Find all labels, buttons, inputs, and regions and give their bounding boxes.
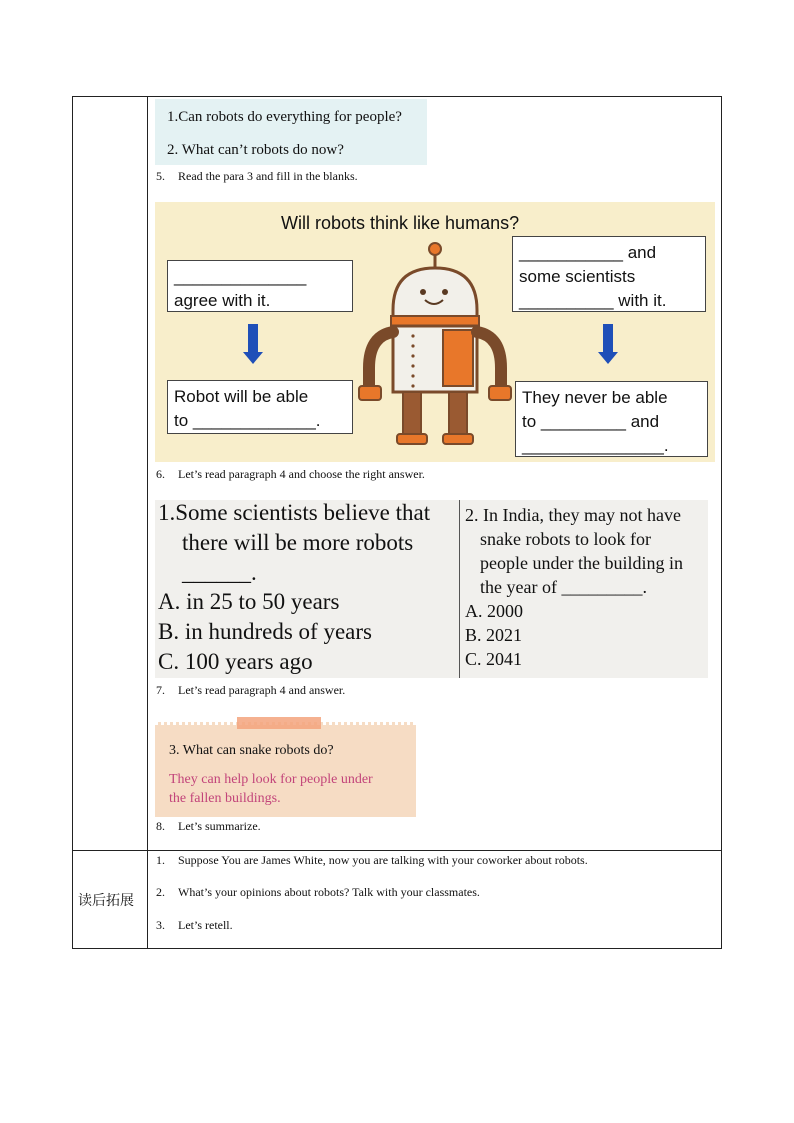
questions-card	[155, 99, 427, 165]
step-8-number: 8.	[156, 819, 165, 833]
question-2: 2. What can’t robots do now?	[167, 142, 344, 158]
table-row-divider	[72, 850, 722, 851]
extension-2-text: What’s your opinions about robots? Talk with your classmates.	[178, 885, 480, 899]
choice-2-option-c: C. 2041	[465, 649, 523, 669]
arrow-down-left-icon	[248, 324, 258, 354]
choice-panel-divider	[459, 500, 460, 678]
table-border-right	[721, 96, 722, 949]
extension-3-number: 3.	[156, 918, 165, 932]
table-border-top	[72, 96, 722, 97]
choice-1-option-b: B. in hundreds of years	[158, 619, 372, 644]
choice-2-option-b: B. 2021	[465, 625, 523, 645]
snake-answer-line1: They can help look for people under	[169, 772, 373, 787]
table-border-bottom	[72, 948, 722, 949]
question-1: 1.Can robots do everything for people?	[167, 109, 402, 125]
box-top-left-line1: ______________	[174, 267, 307, 286]
choice-2-stem-line3: people under the building in	[480, 553, 683, 573]
choice-1-option-a: A. in 25 to 50 years	[158, 589, 340, 614]
step-5-text: Read the para 3 and fill in the blanks.	[178, 169, 358, 183]
table-border-left	[72, 96, 73, 949]
choice-1-stem-line3: ______.	[182, 560, 257, 585]
box-bottom-right-line3: _______________.	[522, 436, 669, 455]
robot-figure	[155, 202, 715, 462]
left-cell-label: 读后拓展	[78, 893, 134, 909]
step-7-number: 7.	[156, 683, 165, 697]
box-top-left	[167, 260, 353, 312]
choice-2-stem-line2: snake robots to look for	[480, 529, 651, 549]
snake-answer-line2: the fallen buildings.	[169, 791, 281, 806]
step-6-number: 6.	[156, 467, 165, 481]
choice-2-option-a: A. 2000	[465, 601, 523, 621]
arrow-down-right-icon	[603, 324, 613, 354]
choice-1-stem-line1: 1.Some scientists believe that	[158, 500, 431, 525]
robot-illustration-icon	[355, 240, 515, 450]
extension-1-text: Suppose You are James White, now you are talking with your coworker about robots.	[178, 853, 588, 867]
choice-1-option-c: C. 100 years ago	[158, 649, 313, 674]
box-top-right	[512, 236, 706, 312]
box-top-right-line1: ___________ and	[519, 243, 657, 262]
box-top-right-line3: __________ with it.	[519, 291, 667, 310]
choice-2-stem-line1: 2. In India, they may not have	[465, 505, 681, 525]
box-bottom-right-line1: They never be able	[522, 388, 668, 407]
extension-2-number: 2.	[156, 885, 165, 899]
extension-1-number: 1.	[156, 853, 165, 867]
choice-2-stem-line4: the year of _________.	[480, 577, 647, 597]
box-top-left-line2: agree with it.	[174, 291, 271, 310]
snake-robot-card	[155, 722, 416, 817]
box-top-right-line2: some scientists	[519, 267, 636, 286]
step-5-number: 5.	[156, 169, 165, 183]
snake-question: 3. What can snake robots do?	[169, 743, 334, 758]
box-bottom-right	[515, 381, 708, 457]
extension-3-text: Let’s retell.	[178, 918, 233, 932]
box-bottom-left-line2: to _____________.	[174, 411, 321, 430]
card-tape	[237, 717, 321, 729]
box-bottom-left-line1: Robot will be able	[174, 387, 309, 406]
box-bottom-left	[167, 380, 353, 434]
step-7-text: Let’s read paragraph 4 and answer.	[178, 683, 346, 697]
step-8-text: Let’s summarize.	[178, 819, 261, 833]
choice-1-stem-line2: there will be more robots	[182, 530, 414, 555]
box-bottom-right-line2: to _________ and	[522, 412, 660, 431]
table-column-divider	[147, 96, 148, 949]
step-6-text: Let’s read paragraph 4 and choose the right answer.	[178, 467, 425, 481]
choice-panel	[155, 500, 708, 678]
figure-title: Will robots think like humans?	[281, 213, 520, 233]
